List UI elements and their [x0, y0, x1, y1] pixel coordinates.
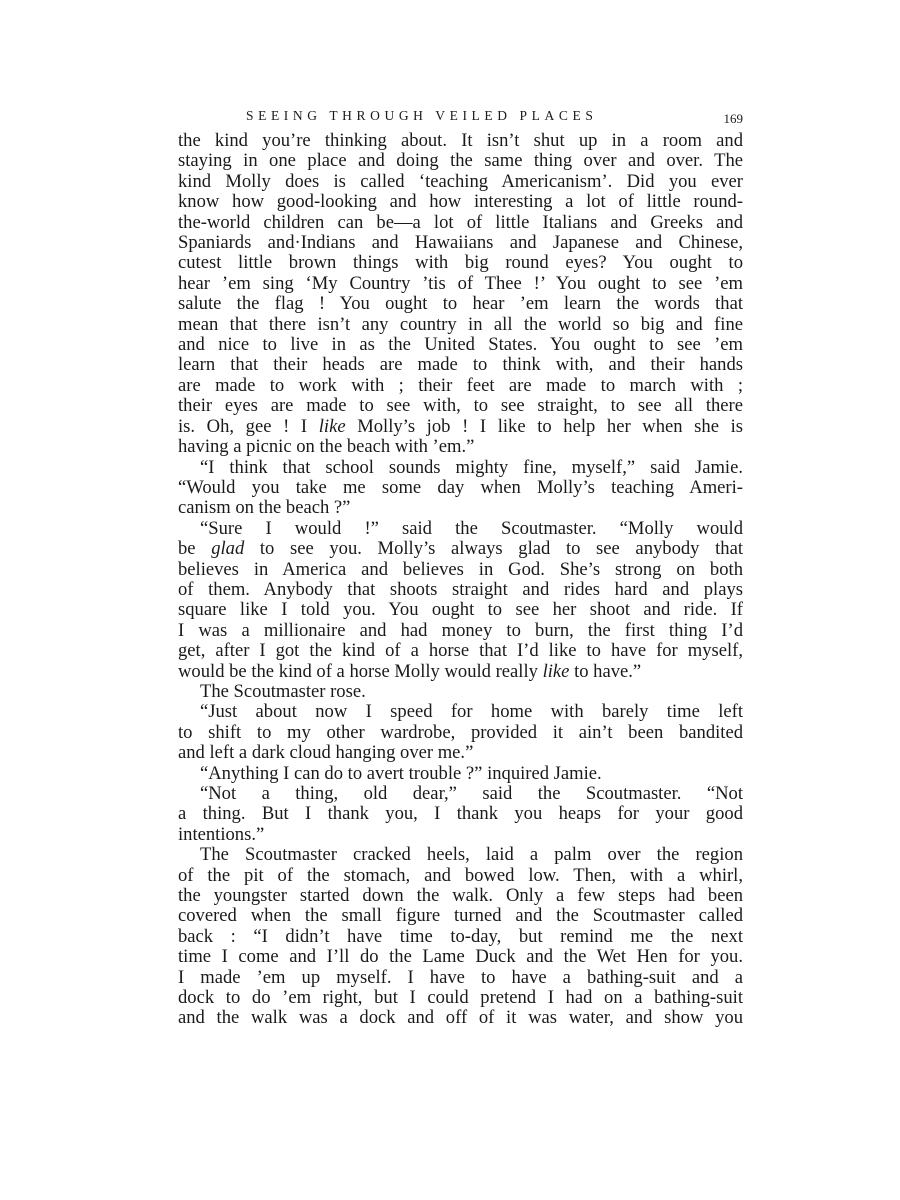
- text-line: the youngster started down the walk. Only a few steps had been: [178, 885, 743, 907]
- italic-emphasis: like: [542, 660, 570, 682]
- text-line: intentions.”: [178, 823, 265, 845]
- text-line: their eyes are made to see with, to see straight, to see all there: [178, 395, 743, 417]
- body-text: [178, 131, 743, 1029]
- text-line: of the pit of the stomach, and bowed low. Then, with a whirl,: [178, 864, 743, 886]
- text-line: and the walk was a dock and off of it was water, and show you: [178, 1007, 743, 1029]
- text-line: and left a dark cloud hanging over me.”: [178, 742, 474, 764]
- text-line: of them. Anybody that shoots straight and rides hard and plays: [178, 578, 743, 600]
- text-line: kind Molly does is called ‘teaching Americanism’. Did you ever: [178, 170, 743, 192]
- text-segment: is. Oh, gee ! I: [178, 415, 319, 437]
- italic-emphasis: glad: [211, 538, 245, 560]
- text-line: [178, 417, 743, 437]
- text-line: Spaniards and·Indians and Hawaiians and Japanese and Chinese,: [178, 232, 743, 254]
- text-line: [178, 539, 743, 559]
- text-segment: Molly’s job ! I like to help her when she is: [345, 415, 743, 437]
- running-head: [178, 106, 743, 128]
- text-line: mean that there isn’t any country in all the world so big and fine: [178, 313, 743, 335]
- text-line: “Sure I would !” said the Scoutmaster. “Molly would: [200, 517, 743, 539]
- text-line: the-world children can be—a lot of little Italians and Greeks and: [178, 211, 743, 233]
- text-line: cutest little brown things with big round eyes? You ought to: [178, 252, 743, 274]
- text-line: get, after I got the kind of a horse that I’d like to have for myself,: [178, 640, 743, 662]
- text-line: a thing. But I thank you, I thank you heaps for your good: [178, 803, 743, 825]
- text-line: salute the flag ! You ought to hear ’em learn the words that: [178, 293, 743, 315]
- text-line: the kind you’re thinking about. It isn’t shut up in a room and: [178, 130, 743, 151]
- text-line: and nice to live in as the United States. You ought to see ’em: [178, 334, 743, 356]
- text-line: time I come and I’ll do the Lame Duck and the Wet Hen for you.: [178, 946, 743, 968]
- text-line: I made ’em up myself. I have to have a bathing-suit and a: [178, 966, 743, 988]
- text-line: “Just about now I speed for home with barely time left: [200, 701, 743, 723]
- text-line: staying in one place and doing the same thing over and over. The: [178, 150, 743, 172]
- text-line: square like I told you. You ought to see her shoot and ride. If: [178, 599, 743, 621]
- text-line: “Would you take me some day when Molly’s teaching Ameri-: [178, 476, 743, 498]
- text-line: canism on the beach ?”: [178, 497, 351, 519]
- page-number: 169: [723, 111, 743, 126]
- text-line: [178, 662, 743, 682]
- text-line: The Scoutmaster rose.: [200, 680, 366, 702]
- text-line: dock to do ’em right, but I could pretend I had on a bathing-suit: [178, 987, 743, 1009]
- text-line: are made to work with ; their feet are made to march with ;: [178, 374, 743, 396]
- text-segment: to see you. Molly’s always glad to see anybody that: [244, 538, 743, 560]
- italic-emphasis: like: [318, 415, 346, 437]
- text-segment: to have.”: [569, 660, 642, 682]
- text-line: believes in America and believes in God. She’s strong on both: [178, 558, 743, 580]
- text-line: hear ’em sing ‘My Country ’tis of Thee !’ You ought to see ’em: [178, 272, 743, 294]
- text-line: to shift to my other wardrobe, provided it ain’t been bandited: [178, 721, 743, 743]
- text-line: back : “I didn’t have time to-day, but remind me the next: [178, 925, 743, 947]
- text-line: “Not a thing, old dear,” said the Scoutmaster. “Not: [200, 783, 743, 804]
- text-line: learn that their heads are made to think with, and their hands: [178, 354, 743, 376]
- text-line: having a picnic on the beach with ’em.”: [178, 436, 475, 458]
- text-line: I was a millionaire and had money to burn, the first thing I’d: [178, 619, 743, 641]
- text-line: “Anything I can do to avert trouble ?” inquired Jamie.: [200, 762, 602, 784]
- text-segment: would be the kind of a horse Molly would really: [178, 660, 543, 682]
- text-line: covered when the small figure turned and the Scoutmaster called: [178, 905, 743, 927]
- running-title: SEEING THROUGH VEILED PLACES: [246, 108, 598, 123]
- text-line: know how good-looking and how interesting a lot of little round-: [178, 191, 743, 213]
- text-segment: be: [178, 538, 212, 560]
- text-line: “I think that school sounds mighty fine, myself,” said Jamie.: [200, 456, 743, 478]
- book-page: [178, 106, 743, 1029]
- text-line: The Scoutmaster cracked heels, laid a palm over the region: [200, 844, 743, 866]
